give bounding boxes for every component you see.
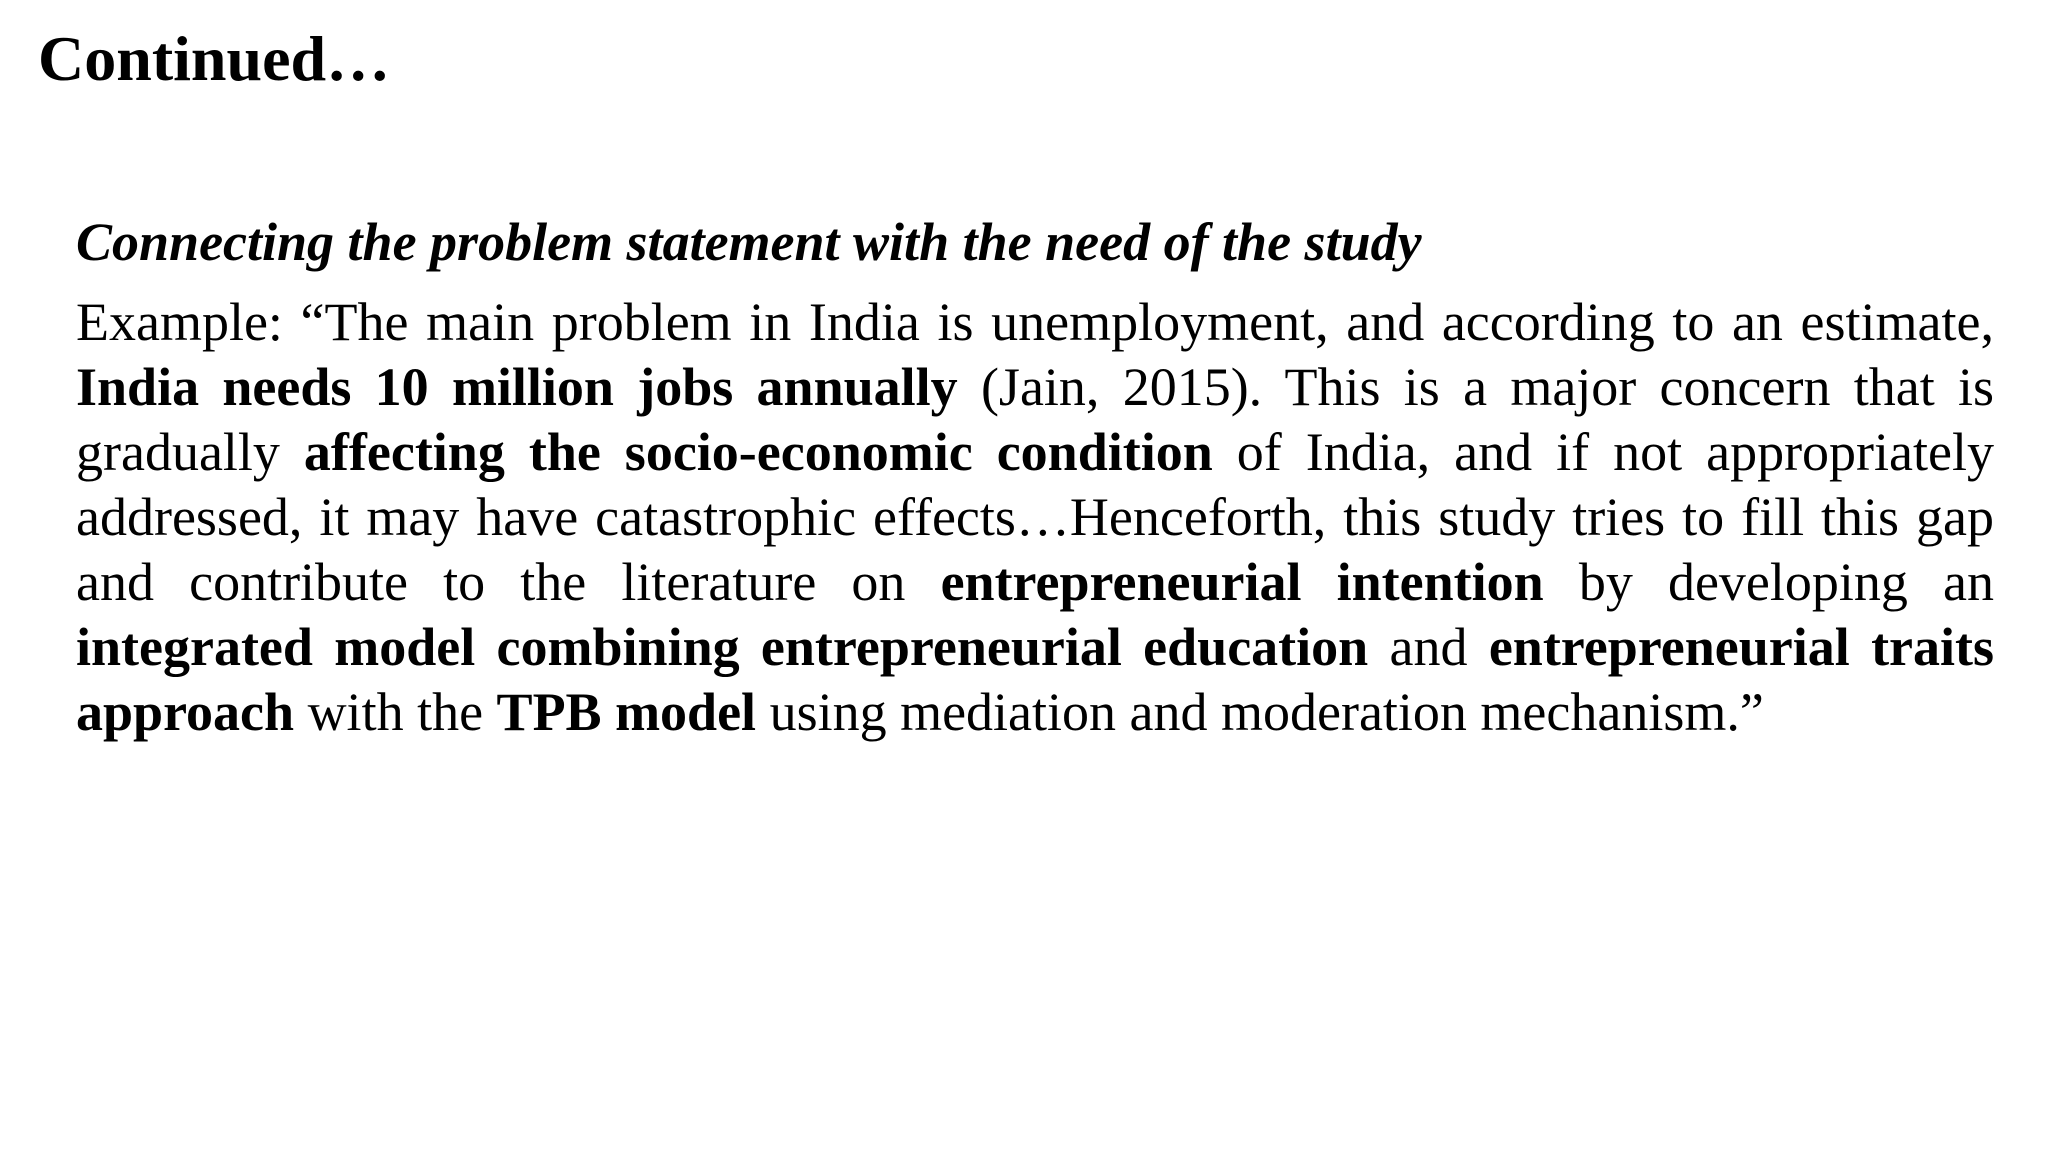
emphasis-socio-economic: affecting the socio-economic condition <box>303 422 1213 482</box>
emphasis-entrepreneurial-intention: entrepreneurial intention <box>940 552 1544 612</box>
emphasis-traits-approach: entrepreneurial traits approach <box>76 617 1995 742</box>
emphasis-tpb-model: TPB model <box>496 682 757 742</box>
paragraph-text: Example: “The main problem in India is unemployment, and according to an estimate, <box>76 292 1994 352</box>
section-heading: Connecting the problem statement with the need of the study <box>76 212 1422 272</box>
example-paragraph <box>76 290 1994 745</box>
paragraph-text: (Jain, 2015). This is a major concern that is gradually <box>76 357 1994 482</box>
slide-title: Continued… <box>38 23 391 94</box>
emphasis-integrated-model: integrated model combining entrepreneurial education <box>76 617 1369 677</box>
paragraph-text: by developing an <box>1543 552 1994 612</box>
paragraph-text: and <box>1368 617 1489 677</box>
slide-content <box>76 206 1994 745</box>
paragraph-text: of India, and if not appropriately addressed, it may have catastrophic effects…Henceforth, this study tries to fill this gap and contribute to the literature on <box>76 422 1994 612</box>
paragraph-text: with the <box>294 682 497 742</box>
paragraph-text: using mediation and moderation mechanism.” <box>756 682 1764 742</box>
emphasis-jobs-annually: India needs 10 million jobs annually <box>76 357 958 417</box>
